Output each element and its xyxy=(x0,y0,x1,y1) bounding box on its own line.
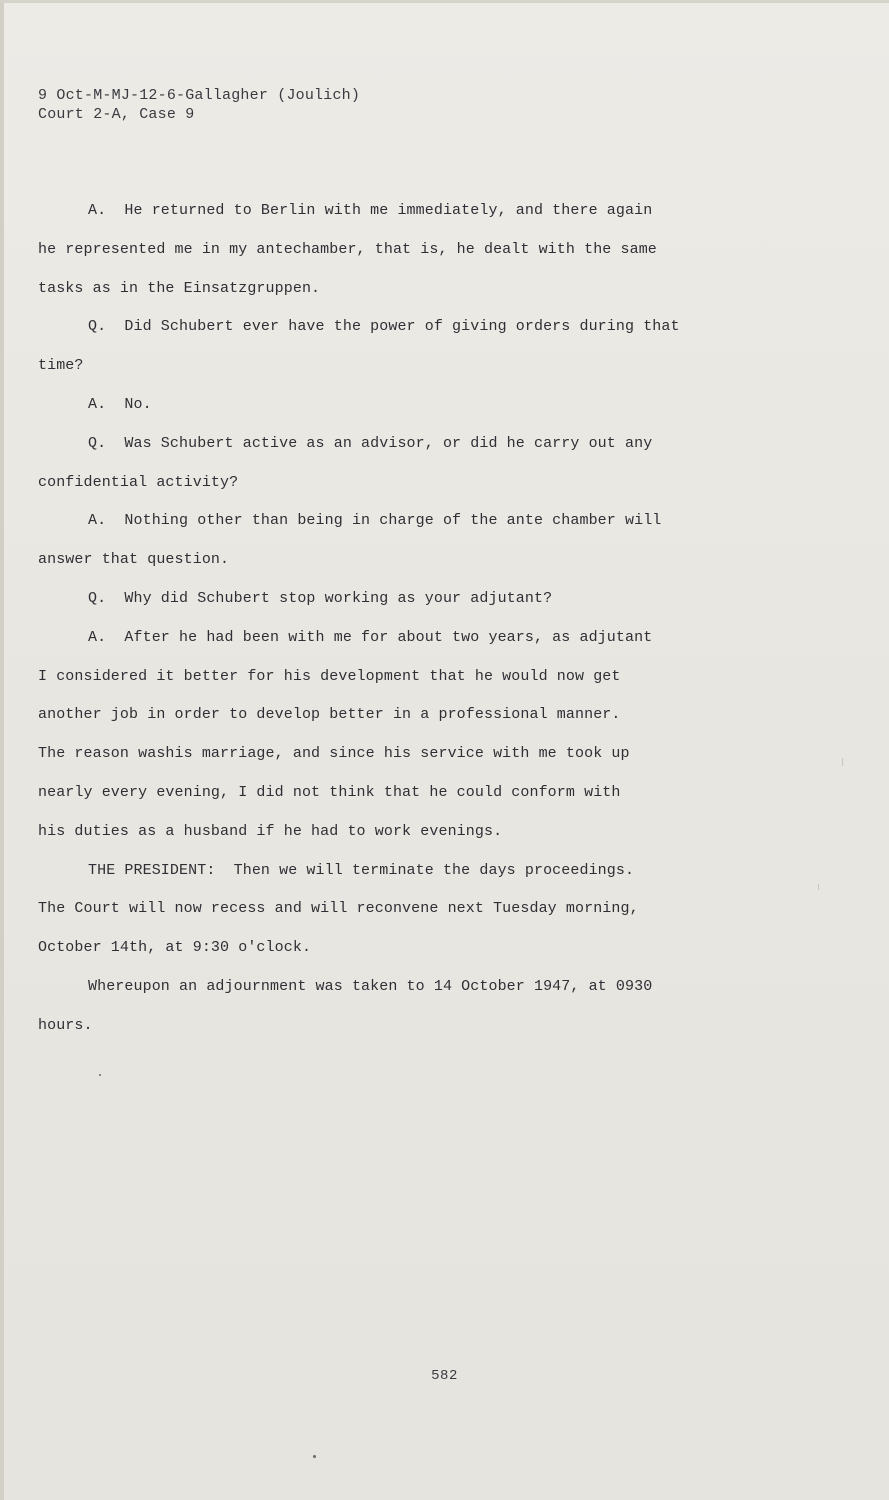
document-header xyxy=(38,86,360,124)
transcript-body xyxy=(38,198,738,1052)
transcript-line: Whereupon an adjournment was taken to 14 October 1947, at 0930 xyxy=(88,977,653,995)
header-line-1: 9 Oct-M-MJ-12-6-Gallagher (Joulich) xyxy=(38,87,361,104)
paper-mark xyxy=(818,884,819,890)
transcript-line: another job in order to develop better in a professional manner. xyxy=(38,706,621,724)
transcript-line: A. After he had been with me for about two years, as adjutant xyxy=(88,628,653,646)
paper-speck xyxy=(313,1455,316,1458)
transcript-line: tasks as in the Einsatzgruppen. xyxy=(38,279,321,297)
transcript-line: time? xyxy=(38,357,84,375)
paper-speck xyxy=(99,1074,101,1076)
transcript-line: nearly every evening, I did not think that he could conform with xyxy=(38,783,621,801)
transcript-line: his duties as a husband if he had to work evenings. xyxy=(38,822,503,840)
transcript-line: A. No. xyxy=(88,395,152,413)
transcript-line: The Court will now recess and will reconvene next Tuesday morning, xyxy=(38,900,639,918)
transcript-line: he represented me in my antechamber, that is, he dealt with the same xyxy=(38,240,657,258)
transcript-line: hours. xyxy=(38,1016,93,1034)
transcript-line: I considered it better for his development that he would now get xyxy=(38,667,621,685)
transcript-line: Q. Was Schubert active as an advisor, or did he carry out any xyxy=(88,434,653,452)
header-line-2: Court 2-A, Case 9 xyxy=(38,106,195,123)
transcript-line: Q. Why did Schubert stop working as your adjutant? xyxy=(88,589,553,607)
transcript-line: A. He returned to Berlin with me immediately, and there again xyxy=(88,202,653,219)
transcript-line: answer that question. xyxy=(38,551,230,569)
transcript-line: October 14th, at 9:30 o'clock. xyxy=(38,939,312,957)
page-edge-left xyxy=(0,0,4,1500)
transcript-line: Q. Did Schubert ever have the power of giving orders during that xyxy=(88,318,680,336)
page-edge-top xyxy=(0,0,889,3)
paper-mark xyxy=(842,758,843,766)
transcript-line: A. Nothing other than being in charge of the ante chamber will xyxy=(88,512,662,530)
transcript-line: The reason washis marriage, and since his service with me took up xyxy=(38,745,630,763)
page-number: 582 xyxy=(431,1368,458,1384)
transcript-line: confidential activity? xyxy=(38,473,239,491)
transcript-line: THE PRESIDENT: Then we will terminate the days proceedings. xyxy=(88,861,635,879)
